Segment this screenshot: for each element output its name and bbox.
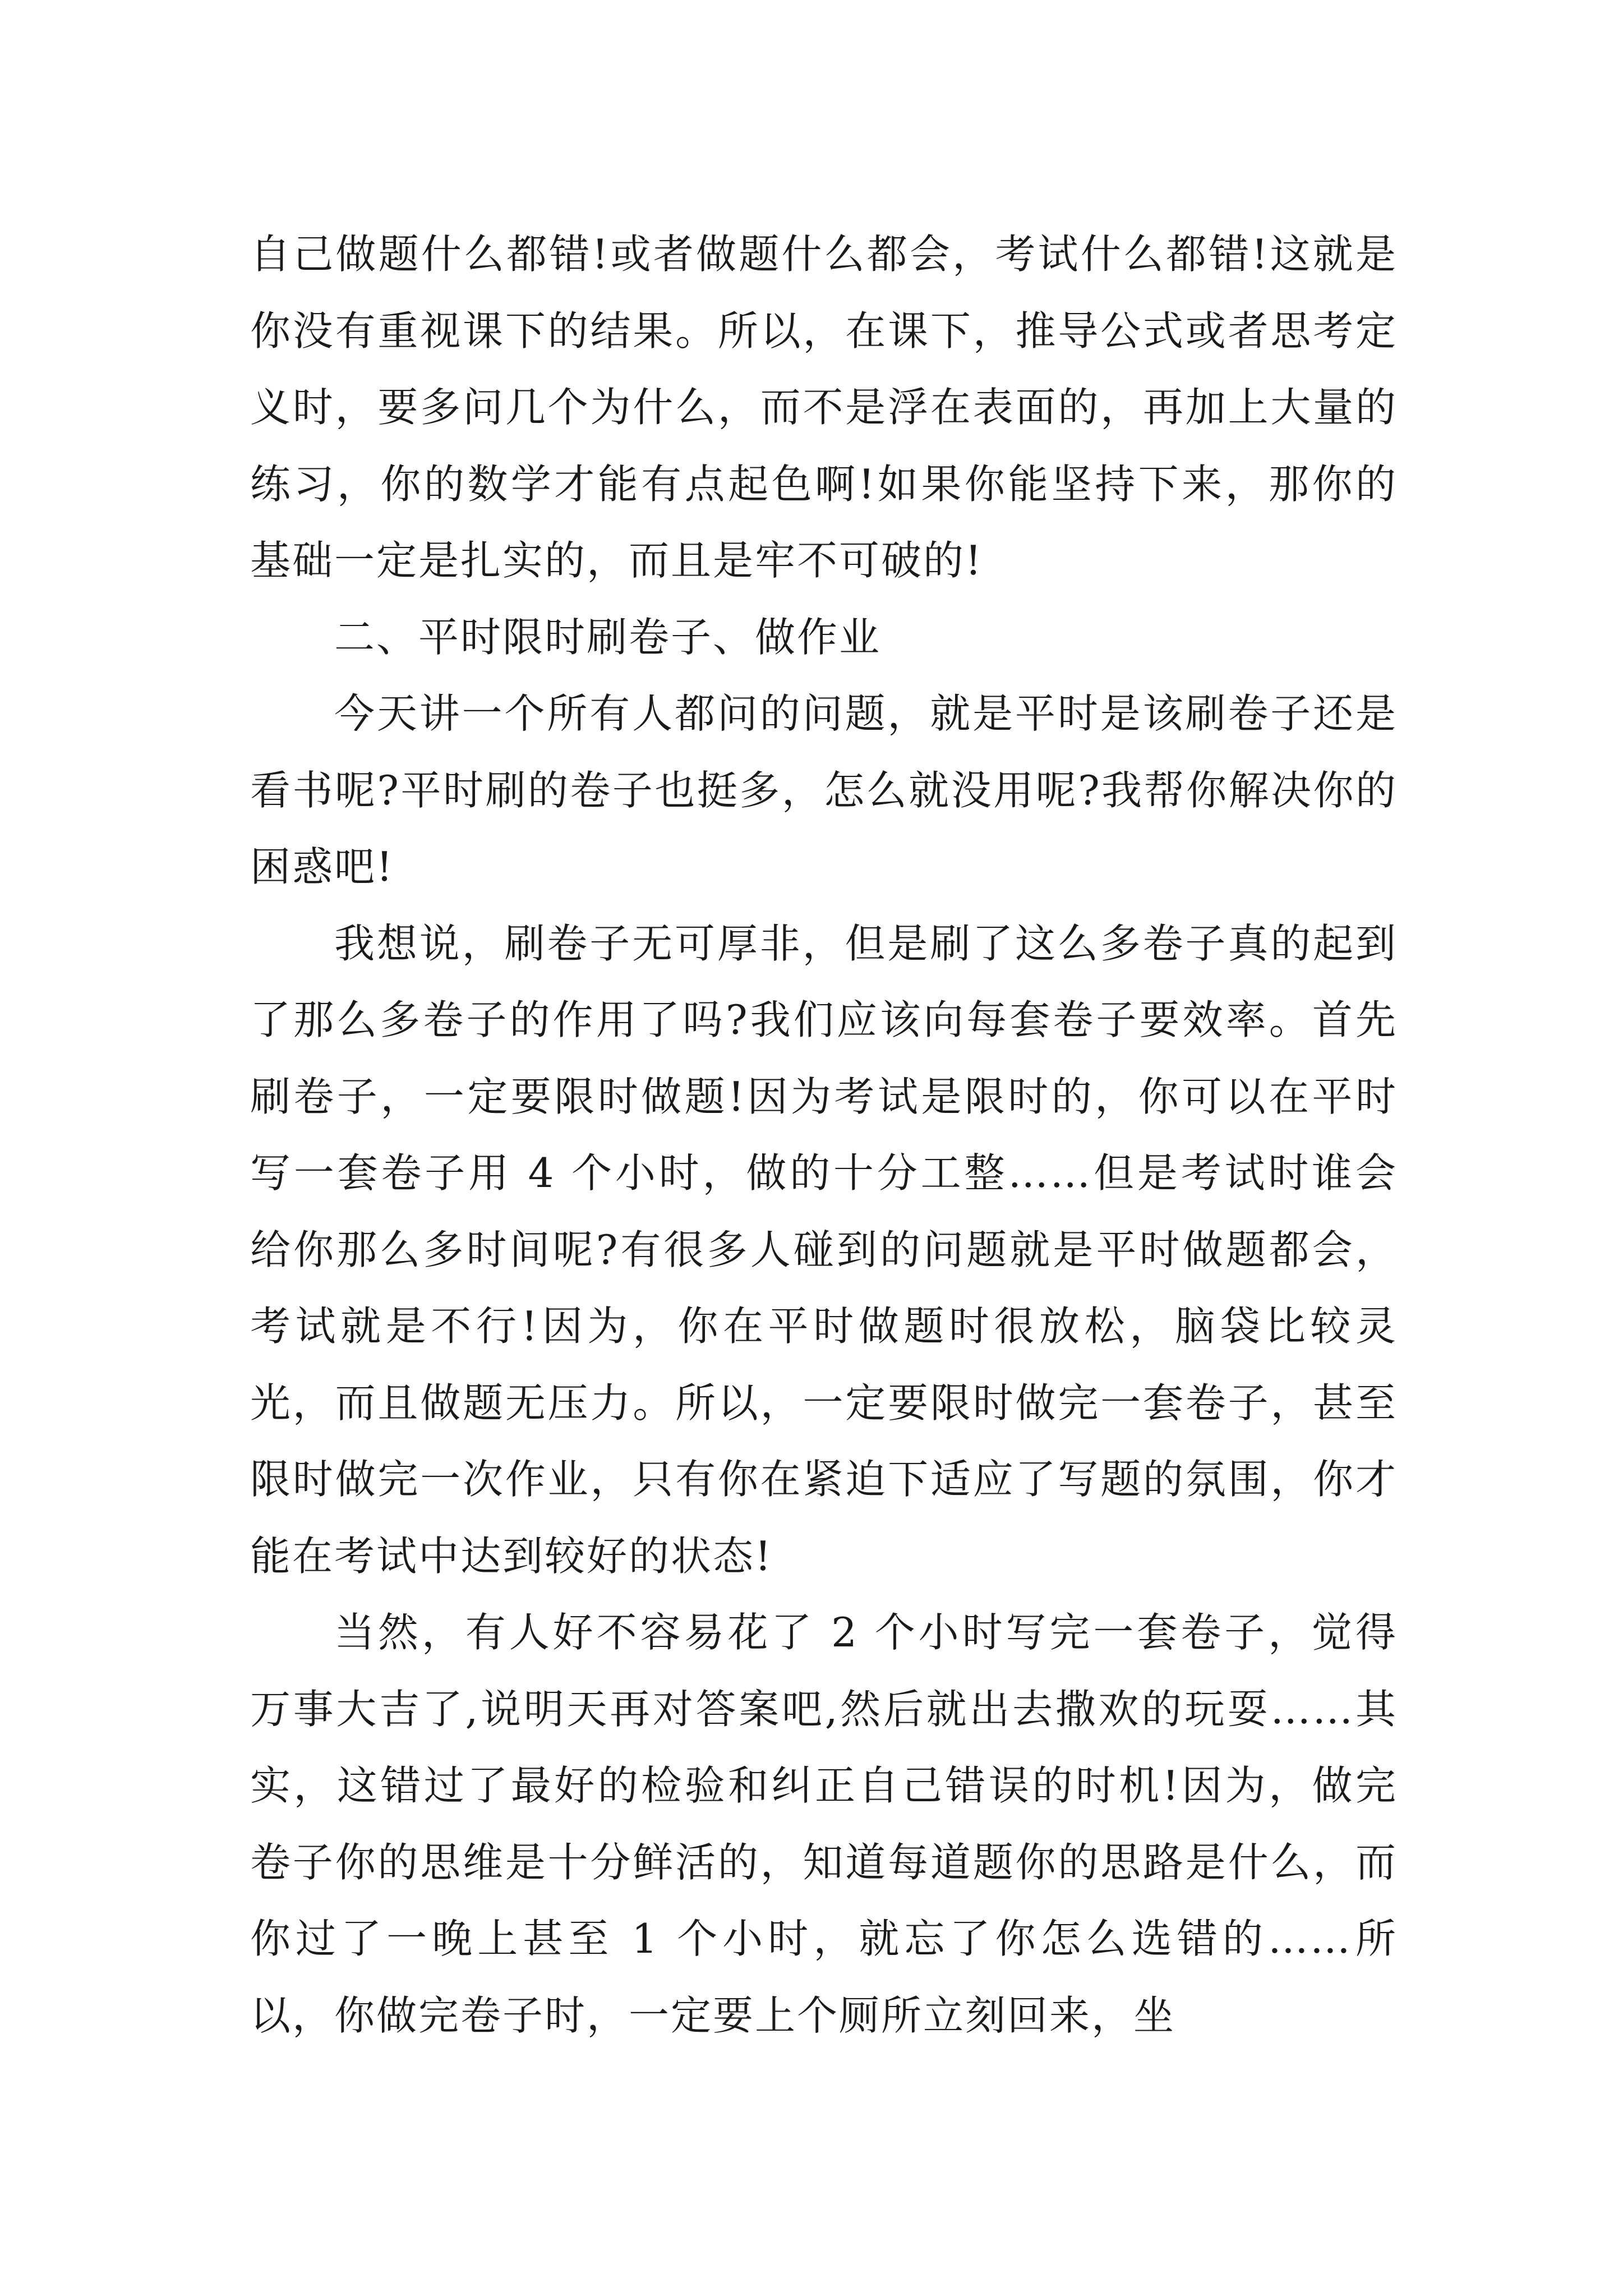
- document-body: [250, 216, 1398, 2054]
- paragraph-4: 当然，有人好不容易花了 2 个小时写完一套卷子，觉得万事大吉了,说明天再对答案吧,然后就出去撒欢的玩耍……其实，这错过了最好的检验和纠正自己错误的时机!因为，做完卷子你的思维是十分鲜活的，知道每道题你的思路是什么，而你过了一晚上甚至 1 个小时，就忘了你怎么选错的……所以，你做完卷子时，一定要上个厕所立刻回来，坐: [250, 1609, 1398, 2039]
- paragraph-1: 自己做题什么都错!或者做题什么都会，考试什么都错!这就是你没有重视课下的结果。所以，在课下，推导公式或者思考定义时，要多问几个为什么，而不是浮在表面的，再加上大量的练习，你的数学才能有点起色啊!如果你能坚持下来，那你的基础一定是扎实的，而且是牢不可破的!: [250, 231, 1398, 584]
- paragraph-3: 我想说，刷卷子无可厚非，但是刷了这么多卷子真的起到了那么多卷子的作用了吗?我们应该向每套卷子要效率。首先刷卷子，一定要限时做题!因为考试是限时的，你可以在平时写一套卷子用 4 个小时，做的十分工整……但是考试时谁会给你那么多时间呢?有很多人碰到的问题就是平时做题都会，考试就是不行!因为，你在平时做题时很放松，脑袋比较灵光，而且做题无压力。所以，一定要限时做完一套卷子，甚至限时做完一次作业，只有你在紧迫下适应了写题的氛围，你才能在考试中达到较好的状态!: [250, 919, 1398, 1580]
- paragraph-2: 今天讲一个所有人都问的问题，就是平时是该刷卷子还是看书呢?平时刷的卷子也挺多，怎么就没用呢?我帮你解决你的困惑吧!: [250, 690, 1398, 890]
- section-heading: 二、平时限时刷卷子、做作业: [334, 613, 882, 661]
